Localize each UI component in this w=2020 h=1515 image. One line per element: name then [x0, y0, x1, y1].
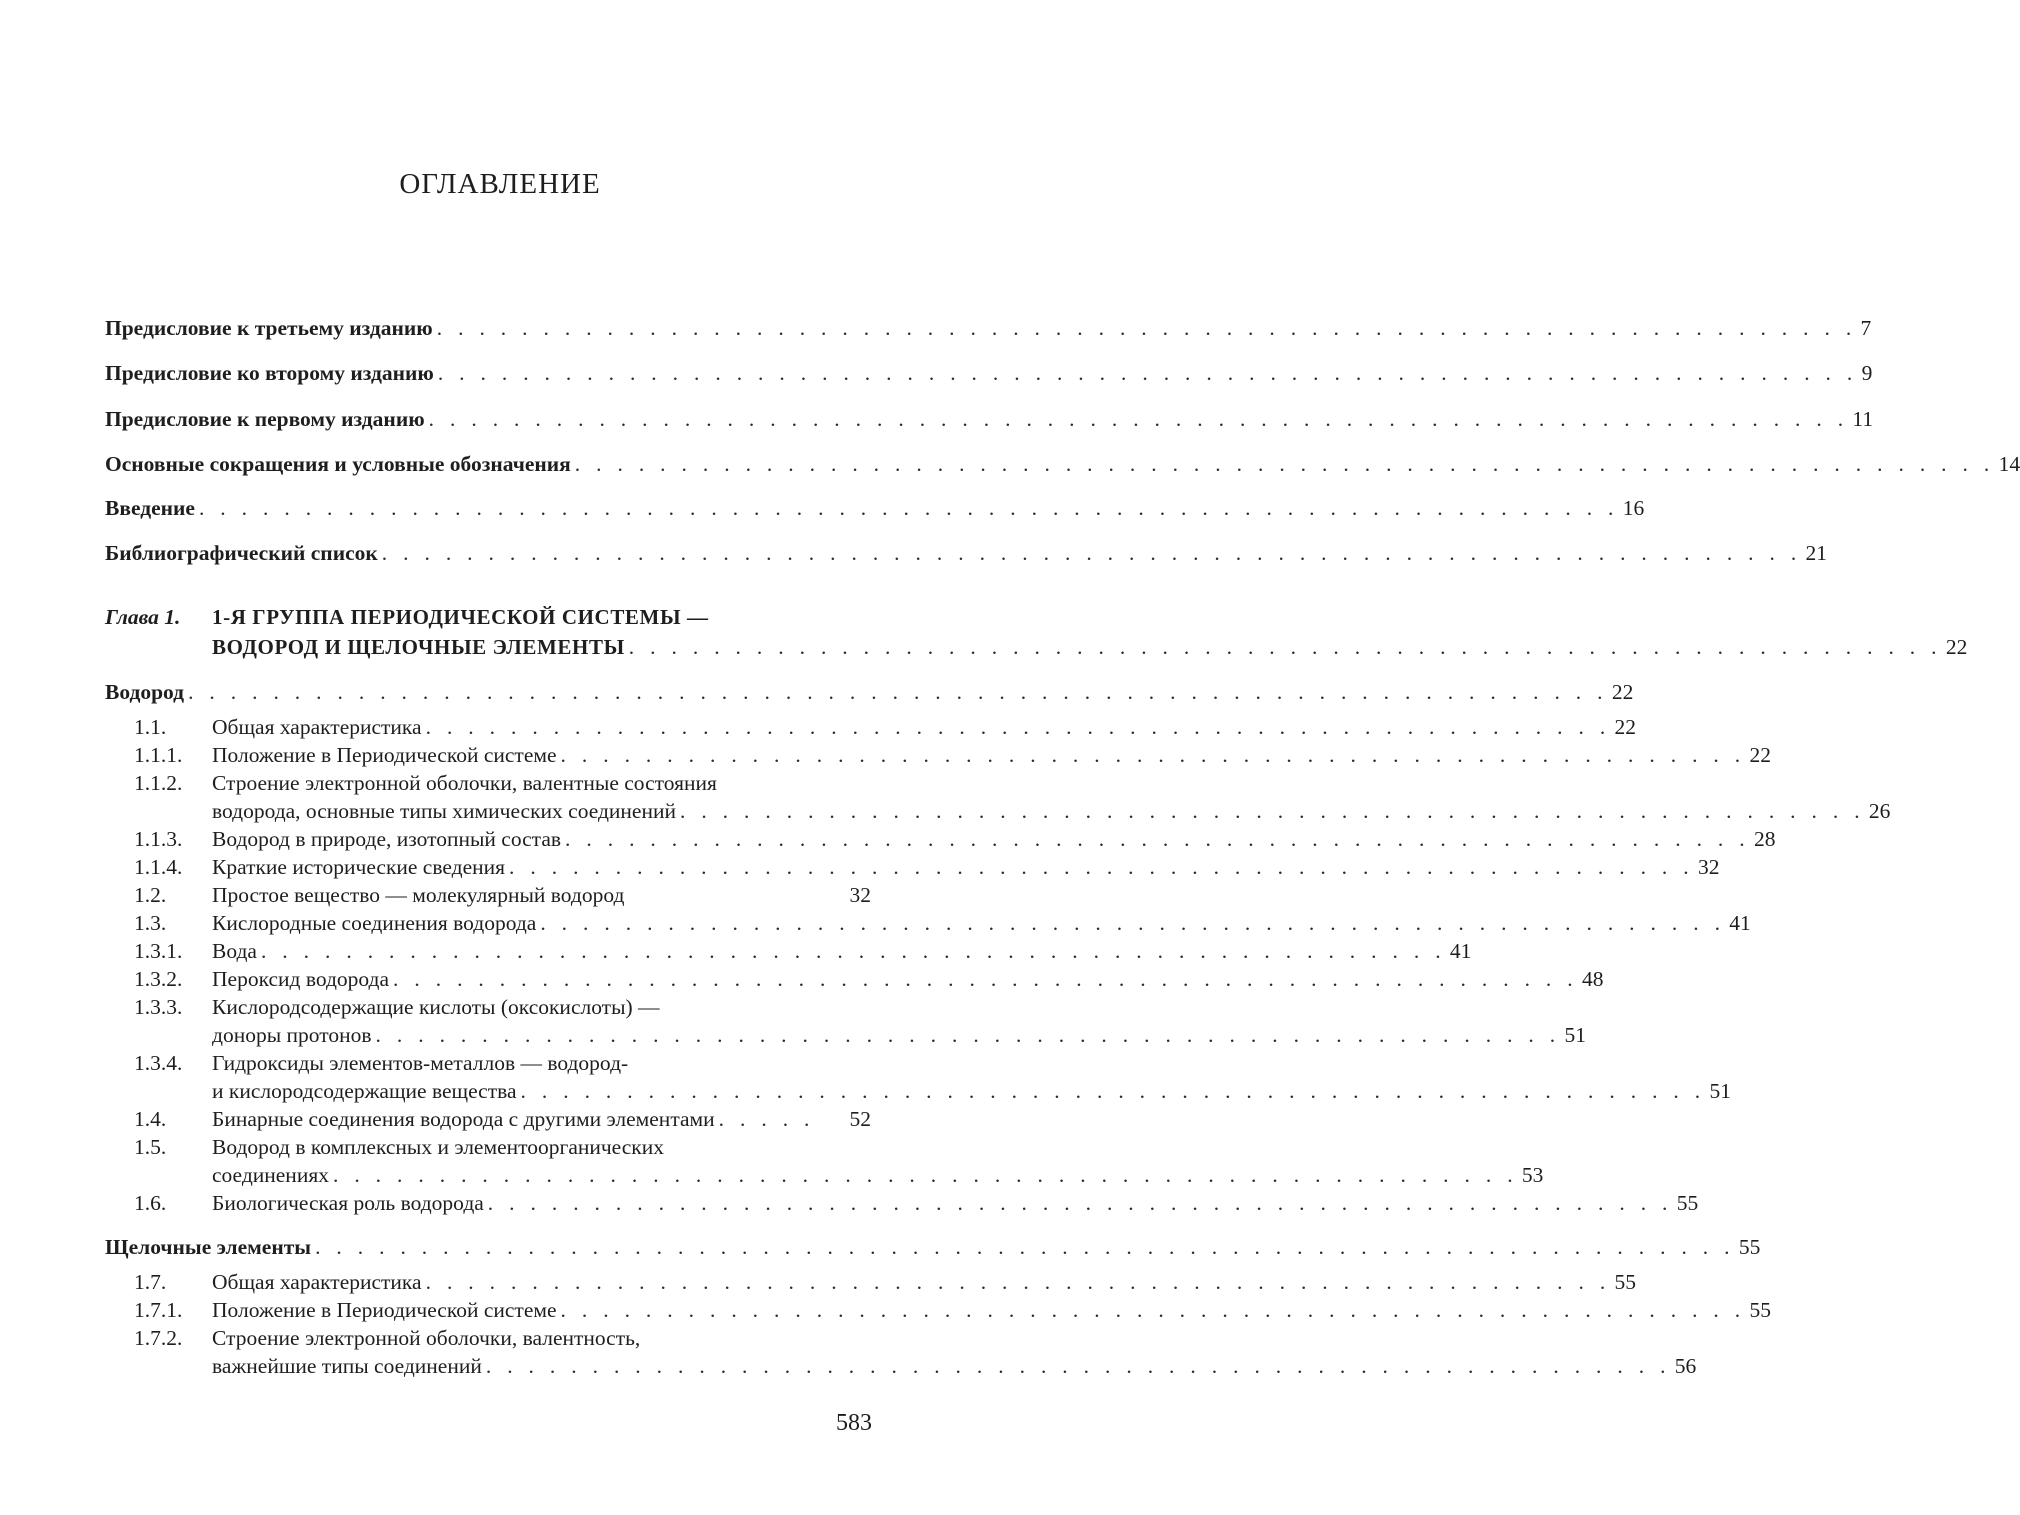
entry-page: 41 — [1449, 939, 1472, 963]
entry-page: 51 — [1709, 1079, 1731, 1103]
toc-entry — [212, 797, 1891, 827]
toc-entry — [105, 494, 1645, 524]
entry-page: 53 — [1521, 1163, 1544, 1187]
entry-page: 7 — [1860, 316, 1872, 340]
toc-entry — [212, 1296, 1771, 1326]
section-heading — [105, 1233, 1761, 1263]
leader-dots: . . . . . . . . . . . . . . . . . . . . . . . . . . . . . . . . . . . . . . . . . . . . . . . . . . . . . . . . — [520, 1079, 1706, 1103]
entry-label: Водород — [105, 680, 185, 704]
leader-dots: . . . . . . . . . . . . . . . . . . . . . . . . . . . . . . . . . . . . . . . . . . . . . . . . . . . . . . . . — [485, 1354, 1671, 1378]
entry-label: Простое вещество — молекулярный водород — [212, 883, 625, 907]
entry-page: 22 — [1611, 680, 1634, 704]
toc-entry — [105, 405, 1874, 435]
leader-dots: . . . . . . . . . . . . . . . . . . . . . . . . . . . . . . . . . . . . . . . . . . . . . . . . . . . . . . . . — [332, 1163, 1518, 1187]
entry-number: 1.1. — [134, 715, 167, 739]
entry-page: 55 — [1749, 1298, 1771, 1322]
leader-dots: . . . . . . . . . . . . . . . . . . . . . . . . . . . . . . . . . . . . . . . . . . . . . . . . . . . . . . . . — [260, 939, 1446, 963]
entry-page: 56 — [1674, 1354, 1697, 1378]
toc-entry — [212, 1161, 1544, 1191]
entry-label: Положение в Периодической системе — [212, 743, 557, 767]
leader-dots: . . . . . . . . . . . . . . . . . . . . . . . . . . . . . . . . . . . . . . . . . . . . . . . . . . . . . . . . — [679, 799, 1865, 823]
entry-label: Предисловие ко второму изданию — [105, 361, 434, 385]
entry-label: доноры протонов — [212, 1023, 372, 1047]
leader-dots — [628, 881, 845, 909]
leader-dots: . . . . . . . . . . . . . . . . . . . . . . . . . . . . . . . . . . . . . . . . . . . . . . . . . . . . . . . . — [560, 743, 1746, 767]
toc-entry — [105, 539, 1828, 569]
toc-entry — [212, 825, 1776, 855]
entry-number: 1.7.1. — [134, 1298, 183, 1322]
entry-label: Кислородные соединения водорода — [212, 911, 537, 935]
entry-label: Общая характеристика — [212, 715, 422, 739]
entry-page: 41 — [1729, 911, 1751, 935]
leader-dots: . . . . . . . . . . . . . . . . . . . . . . . . . . . . . . . . . . . . . . . . . . . . . . . . . . . . . . . . — [560, 1298, 1746, 1322]
entry-number: 1.1.4. — [134, 855, 183, 879]
entry-page: 52 — [849, 1107, 871, 1131]
entry-label: и кислородсодержащие вещества — [212, 1079, 517, 1103]
toc-entry — [105, 359, 1873, 389]
section-heading — [105, 678, 1634, 708]
entry-number: 1.7. — [134, 1270, 167, 1294]
entry-label: соединениях — [212, 1163, 329, 1187]
entry-page: 32 — [849, 883, 871, 907]
leader-dots: . . . . . . . . . . . . . . . . . . . . . . . . . . . . . . . . . . . . . . . . . . . . . . . . . . . . . . . . — [425, 715, 1611, 739]
page-number: 583 — [836, 1410, 872, 1436]
toc-entry — [212, 937, 1472, 967]
leader-dots: . . . . . . . . . . . . . . . . . . . . . . . . . . . . . . . . . . . . . . . . . . . . . . . . . . . . . . . . . . . . . . — [628, 635, 1942, 659]
leader-dots: . . . . . . . . . . . . . . . . . . . . . . . . . . . . . . . . . . . . . . . . . . . . . . . . . . . . . . . . — [425, 1270, 1611, 1294]
entry-label: Предисловие к первому изданию — [105, 407, 425, 431]
chapter-title-line2 — [212, 633, 1968, 663]
entry-page: 51 — [1564, 1023, 1586, 1047]
entry-page: 22 — [1945, 635, 1968, 659]
entry-number: 1.3. — [134, 911, 167, 935]
toc-entry — [212, 1105, 871, 1135]
entry-label: Краткие исторические сведения — [212, 855, 506, 879]
chapter-label: Глава 1. — [105, 605, 181, 629]
leader-dots: . . . . . . . . . . . . . . . . . . . . . . . . . . . . . . . . . . . . . . . . . . . . . . . . . . . . . . . . . . . . . . . . . . . — [381, 541, 1802, 565]
entry-page: 22 — [1749, 743, 1771, 767]
toc-entry — [212, 965, 1604, 995]
entry-number: 1.3.1. — [134, 939, 183, 963]
leader-dots: . . . . . . . . . . . . . . . . . . . . . . . . . . . . . . . . . . . . . . . . . . . . . . . . . . . . . . . . . . . . . . . . . . . — [574, 452, 1995, 476]
entry-label: Предисловие к третьему изданию — [105, 316, 433, 340]
leader-dots: . . . . . . . . . . . . . . . . . . . . . . . . . . . . . . . . . . . . . . . . . . . . . . . . . . . . . . . . . . . . . . . . . . . — [428, 407, 1849, 431]
entry-label-line: Гидроксиды элементов-металлов — водород- — [212, 1051, 629, 1075]
entry-page: 55 — [1738, 1235, 1761, 1259]
entry-label: Основные сокращения и условные обозначения — [105, 452, 571, 476]
leader-dots: . . . . . . . . . . . . . . . . . . . . . . . . . . . . . . . . . . . . . . . . . . . . . . . . . . . . . . . . — [540, 911, 1726, 935]
entry-label: Биологическая роль водорода — [212, 1191, 484, 1215]
entry-number: 1.1.1. — [134, 743, 183, 767]
entry-page: 26 — [1868, 799, 1891, 823]
entry-page: 22 — [1614, 715, 1637, 739]
entry-label-line: Кислородсодержащие кислоты (оксокислоты) — — [212, 995, 660, 1019]
entry-label: Введение — [105, 496, 195, 520]
entry-label: Водород в природе, изотопный состав — [212, 827, 562, 851]
page-title: ОГЛАВЛЕНИЕ — [399, 168, 601, 200]
toc-entry — [212, 1189, 1699, 1219]
toc-entry — [212, 1352, 1697, 1382]
leader-dots: . . . . . . . . . . . . . . . . . . . . . . . . . . . . . . . . . . . . . . . . . . . . . . . . . . . . . . . . . . . . . . . . . . . — [437, 361, 1858, 385]
entry-page: 16 — [1622, 496, 1645, 520]
entry-page: 14 — [1998, 452, 2020, 476]
entry-page: 21 — [1805, 541, 1828, 565]
leader-dots: . . . . . . . . . . . . . . . . . . . . . . . . . . . . . . . . . . . . . . . . . . . . . . . . . . . . . . . . — [487, 1191, 1673, 1215]
entry-label: Библиографический список — [105, 541, 378, 565]
entry-page: 9 — [1861, 361, 1873, 385]
entry-label-line: Водород в комплексных и элементоорганических — [212, 1135, 665, 1159]
leader-dots: . . . . . — [718, 1107, 815, 1131]
toc-entry — [212, 909, 1751, 939]
entry-number: 1.3.3. — [134, 995, 183, 1019]
entry-number: 1.1.3. — [134, 827, 183, 851]
leader-dots: . . . . . . . . . . . . . . . . . . . . . . . . . . . . . . . . . . . . . . . . . . . . . . . . . . . . . . . . . . . . . . . . . . . — [436, 316, 1857, 340]
entry-page: 28 — [1753, 827, 1776, 851]
leader-dots: . . . . . . . . . . . . . . . . . . . . . . . . . . . . . . . . . . . . . . . . . . . . . . . . . . . . . . . . — [509, 855, 1694, 879]
entry-label: Пероксид водорода — [212, 967, 390, 991]
toc-entry — [212, 1077, 1731, 1107]
entry-number: 1.5. — [134, 1135, 167, 1159]
entry-number: 1.3.2. — [134, 967, 183, 991]
entry-page: 11 — [1852, 407, 1874, 431]
entry-number: 1.4. — [134, 1107, 167, 1131]
toc-entry — [212, 853, 1720, 883]
leader-dots: . . . . . . . . . . . . . . . . . . . . . . . . . . . . . . . . . . . . . . . . . . . . . . . . . . . . . . . . . . . . . . . . . . . — [315, 1235, 1735, 1259]
entry-label: Общая характеристика — [212, 1270, 422, 1294]
toc-entry — [212, 713, 1637, 743]
chapter-title-line1: 1-Я ГРУППА ПЕРИОДИЧЕСКОЙ СИСТЕМЫ — — [212, 605, 709, 629]
entry-page: 55 — [1614, 1270, 1637, 1294]
leader-dots: . . . . . . . . . . . . . . . . . . . . . . . . . . . . . . . . . . . . . . . . . . . . . . . . . . . . . . . . . . . . . . . . . . . — [198, 496, 1619, 520]
entry-number: 1.7.2. — [134, 1326, 183, 1350]
entry-page: 55 — [1676, 1191, 1699, 1215]
entry-page: 48 — [1581, 967, 1604, 991]
entry-number: 1.3.4. — [134, 1051, 183, 1075]
toc-entry — [212, 1268, 1637, 1298]
toc-entry — [212, 881, 871, 911]
entry-label-line: Строение электронной оболочки, валентность, — [212, 1326, 641, 1350]
entry-page: 32 — [1697, 855, 1720, 879]
entry-label: ВОДОРОД И ЩЕЛОЧНЫЕ ЭЛЕМЕНТЫ — [212, 635, 625, 659]
entry-label: Положение в Периодической системе — [212, 1298, 557, 1322]
entry-label: Бинарные соединения водорода с другими элементами — [212, 1107, 715, 1131]
entry-number: 1.2. — [134, 883, 167, 907]
leader-dots: . . . . . . . . . . . . . . . . . . . . . . . . . . . . . . . . . . . . . . . . . . . . . . . . . . . . . . . . — [565, 827, 1750, 851]
entry-number: 1.1.2. — [134, 771, 183, 795]
entry-label: Вода — [212, 939, 257, 963]
leader-dots: . . . . . . . . . . . . . . . . . . . . . . . . . . . . . . . . . . . . . . . . . . . . . . . . . . . . . . . . — [375, 1023, 1561, 1047]
toc-entry — [105, 450, 2020, 480]
toc-entry — [212, 1021, 1586, 1051]
toc-entry — [212, 741, 1771, 771]
leader-dots: . . . . . . . . . . . . . . . . . . . . . . . . . . . . . . . . . . . . . . . . . . . . . . . . . . . . . . . . . . . . . . . . . . . — [188, 680, 1608, 704]
entry-label: Щелочные элементы — [105, 1235, 312, 1259]
entry-label: водорода, основные типы химических соединений — [212, 799, 676, 823]
toc-entry — [105, 314, 1872, 344]
entry-label: важнейшие типы соединений — [212, 1354, 482, 1378]
entry-label-line: Строение электронной оболочки, валентные состояния — [212, 771, 717, 795]
leader-dots: . . . . . . . . . . . . . . . . . . . . . . . . . . . . . . . . . . . . . . . . . . . . . . . . . . . . . . . . — [393, 967, 1578, 991]
entry-number: 1.6. — [134, 1191, 167, 1215]
